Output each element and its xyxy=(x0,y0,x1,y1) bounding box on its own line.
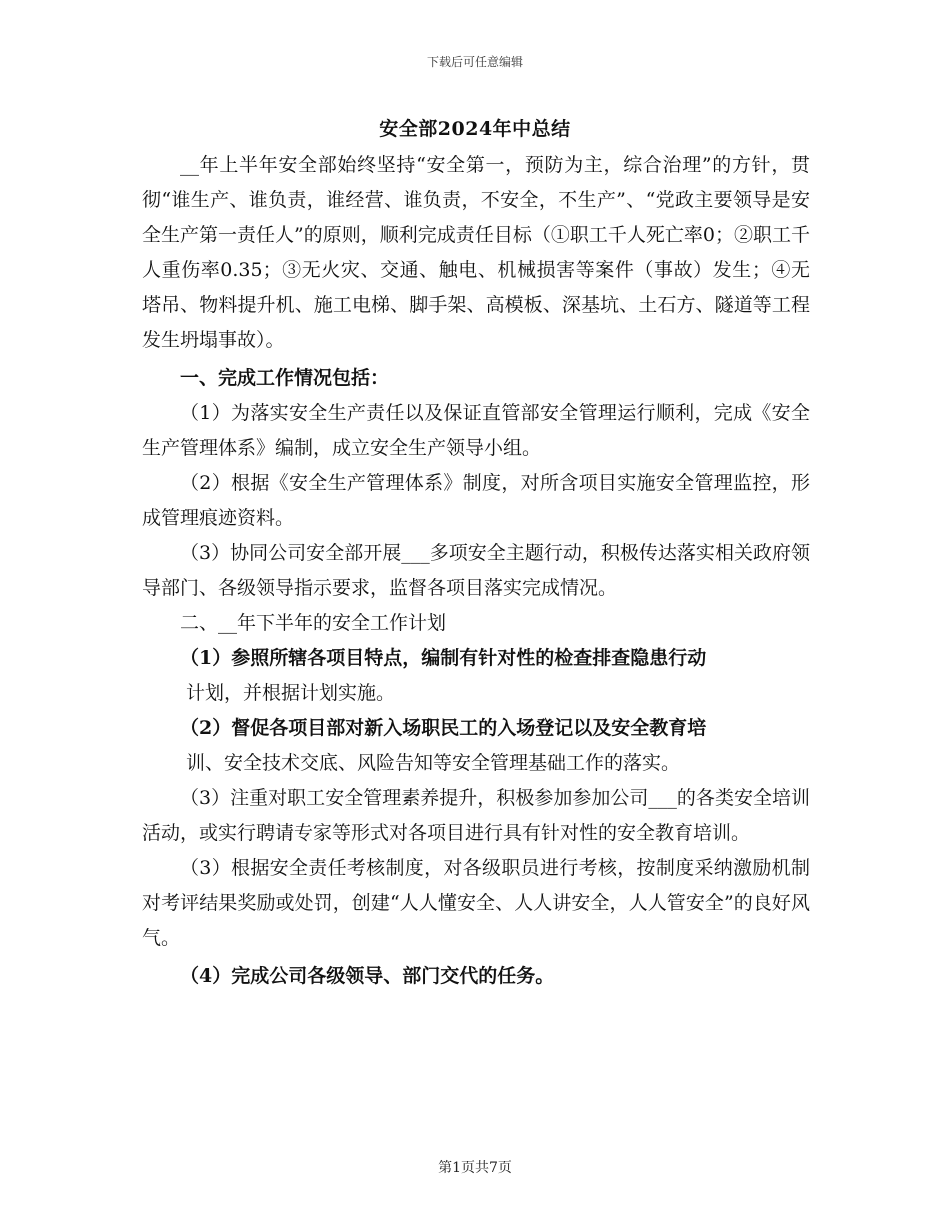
document-body xyxy=(142,148,810,994)
section-2-item-1-rest: 计划，并根据计划实施。 xyxy=(186,682,396,704)
section-1-item-2: （2）根据《安全生产管理体系》制度，对所含项目实施安全管理监控，形成管理痕迹资料。 xyxy=(142,472,810,529)
section-2-item-1-lead: （1）参照所辖各项目特点，编制有针对性的检查排查隐患行动 xyxy=(180,647,707,669)
document-title: 安全部2024年中总结 xyxy=(379,118,571,140)
page-header-note: 下载后可任意编辑 xyxy=(426,55,523,69)
section-2-item-4: （3）根据安全责任考核制度，对各级职员进行考核，按制度采纳激励机制对考评结果奖励或处罚，创建“人人懂安全、人人讲安全，人人管安全”的良好风气。 xyxy=(142,857,810,949)
section-2-heading: 二、__年下半年的安全工作计划 xyxy=(180,612,447,634)
section-1-heading: 一、完成工作情况包括： xyxy=(180,367,390,389)
section-1-item-3: （3）协同公司安全部开展___多项安全主题行动，积极传达落实相关政府领导部门、各级领导指示要求，监督各项目落实完成情况。 xyxy=(142,542,810,599)
section-2-item-2-lead: （2）督促各项目部对新入场职民工的入场登记以及安全教育培 xyxy=(180,717,707,739)
section-2-item-3: （3）注重对职工安全管理素养提升，积极参加参加公司___的各类安全培训活动，或实行聘请专家等形式对各项目进行具有针对性的安全教育培训。 xyxy=(142,787,810,844)
page-footer-number: 第1页共7页 xyxy=(438,1160,512,1176)
section-2-item-5: （4）完成公司各级领导、部门交代的任务。 xyxy=(180,965,555,987)
section-2-item-2-rest: 训、安全技术交底、风险告知等安全管理基础工作的落实。 xyxy=(186,752,681,774)
section-1-item-1: （1）为落实安全生产责任以及保证直管部安全管理运行顺利，完成《安全生产管理体系》编制，成立安全生产领导小组。 xyxy=(142,402,810,459)
intro-paragraph: __年上半年安全部始终坚持“安全第一，预防为主，综合治理”的方针，贯彻“谁生产、谁负责，谁经营、谁负责，不安全，不生产”、“党政主要领导是安全生产第一责任人”的原则，顺利完成责任目标（①职工千人死亡率0；②职工千人重伤率0.35；③无火灾、交通、触电、机械损害等案件（事故）发生；④无塔吊、物料提升机、施工电梯、脚手架、高模板、深基坑、土石方、隧道等工程发生坍塌事故）。 xyxy=(142,154,810,351)
